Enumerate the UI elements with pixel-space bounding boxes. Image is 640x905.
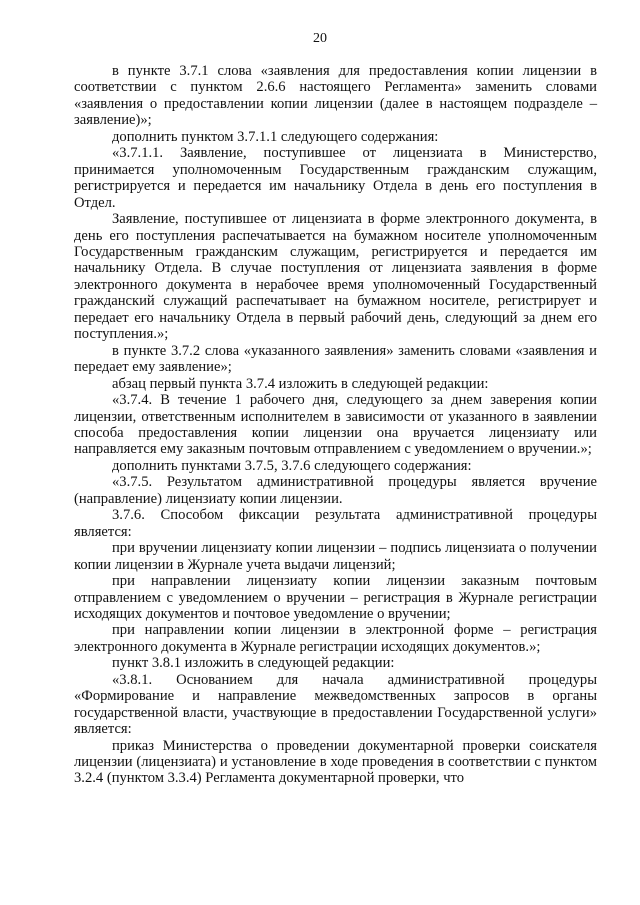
paragraph: при направлении лицензиату копии лицензии заказным почтовым отправлением с уведомлением о вручении – регистрация в Журнале регистрации исходящих документов и почтовое уведомление о вручении;	[74, 573, 597, 622]
paragraph: «3.7.4. В течение 1 рабочего дня, следующего за днем заверения копии лицензии, ответственным исполнителем в зависимости от указанного в заявлении способа предоставления копии лицензии она вручается лицензиату или направляется ему заказным почтовым отправлением с уведомлением о вручении.»;	[74, 392, 597, 458]
paragraph: абзац первый пункта 3.7.4 изложить в следующей редакции:	[112, 375, 489, 392]
paragraph: «3.7.5. Результатом административной процедуры является вручение (направление) лицензиату копии лицензии.	[74, 474, 597, 507]
paragraph: при вручении лицензиату копии лицензии – подпись лицензиата о получении копии лицензии в Журнале учета выдачи лицензий;	[74, 540, 597, 573]
paragraph: «3.7.1.1. Заявление, поступившее от лицензиата в Министерство, принимается уполномоченным Государственным гражданским служащим, регистрируется и передается им начальнику Отдела в день его поступления в Отдел.	[74, 145, 597, 211]
page-number: 20	[313, 31, 327, 46]
paragraph: 3.7.6. Способом фиксации результата административной процедуры является:	[74, 507, 597, 540]
paragraph: «3.8.1. Основанием для начала административной процедуры «Формирование и направление межведомственных запросов в органы государственной власти, участвующие в предоставлении Государственной услуги» является:	[74, 671, 597, 738]
body-text	[74, 63, 597, 787]
paragraph: приказ Министерства о проведении документарной проверки соискателя лицензии (лицензиата) и установление в ходе проведения в соответствии с пунктом 3.2.4 (пунктом 3.3.4) Регламента документарной проверки, что	[74, 737, 597, 787]
paragraph: при направлении копии лицензии в электронной форме – регистрация электронного документа в Журнале регистрации исходящих документов.»;	[74, 622, 597, 655]
paragraph: в пункте 3.7.2 слова «указанного заявления» заменить словами «заявления и передает ему заявление»;	[74, 342, 597, 376]
paragraph: дополнить пунктом 3.7.1.1 следующего содержания:	[112, 128, 439, 145]
paragraph: Заявление, поступившее от лицензиата в форме электронного документа, в день его поступления распечатывается на бумажном носителе уполномоченным Государственным гражданским служащим, регистрируется и передается им начальнику Отдела. В случае поступления от лицензиата заявления в форме электронного документа в нерабочее время уполномоченный Государственный гражданский служащий распечатывает на бумажном носителе, регистрирует и передает его начальнику Отдела в первый рабочий день, следующий за днем его поступления.»;	[74, 211, 597, 343]
paragraph: в пункте 3.7.1 слова «заявления для предоставления копии лицензии в соответствии с пунктом 2.6.6 настоящего Регламента» заменить словами «заявления о предоставлении копии лицензии (далее в настоящем подразделе – заявление)»;	[74, 63, 597, 129]
paragraph: пункт 3.8.1 изложить в следующей редакции:	[112, 655, 395, 672]
paragraph: дополнить пунктами 3.7.5, 3.7.6 следующего содержания:	[112, 457, 472, 474]
